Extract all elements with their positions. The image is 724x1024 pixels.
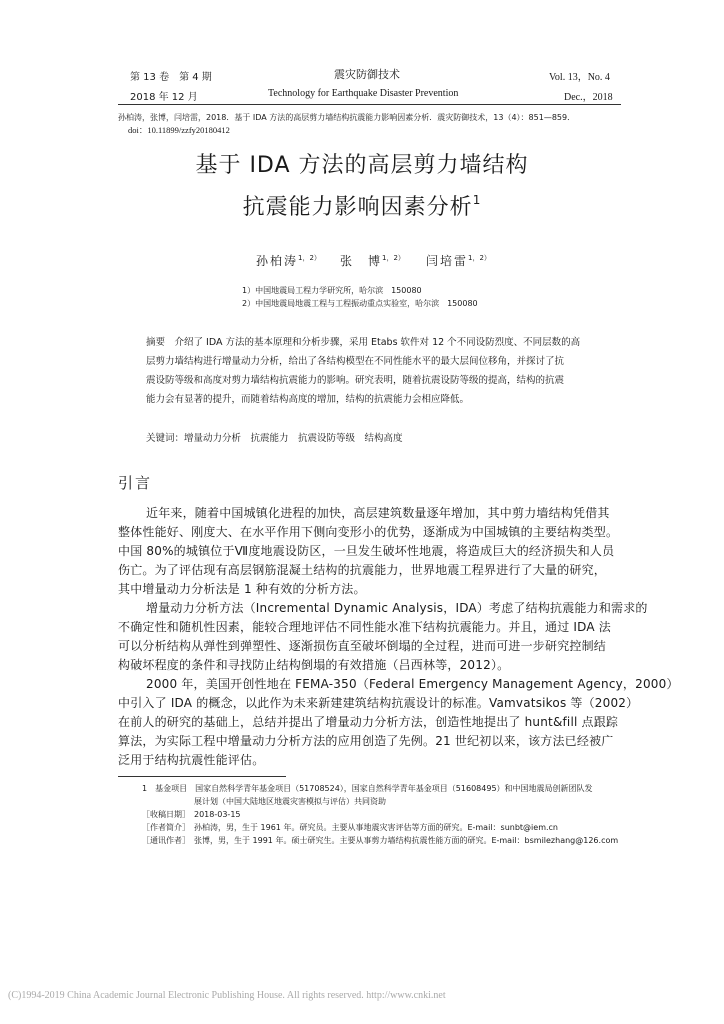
- header-journal-cn: 震灾防御技术: [334, 68, 400, 81]
- footnote-received-date: [142, 809, 241, 820]
- body-line: 近年来，随着中国城镇化进程的加快，高层建筑数量逐年增加，其中剪力墙结构凭借其: [146, 506, 610, 520]
- abstract-line: 层剪力墙结构进行增量动力分析，给出了各结构模型在不同性能水平的最大层间位移角，并探讨了抗: [146, 356, 565, 367]
- header-volume-issue: 第 13 卷 第 4 期: [130, 72, 212, 83]
- author-3: [426, 252, 491, 269]
- body-line: 伤亡。为了评估现有高层钢筋混凝土结构的抗震能力，世界地震工程界进行了大量的研究，: [118, 563, 607, 577]
- footnote-corresponding-author: [142, 835, 618, 846]
- body-line: 中国 80%的城镇位于Ⅶ度地震设防区，一旦发生破坏性地震，将造成巨大的经济损失和人员: [118, 544, 615, 558]
- footnote-funding: [142, 783, 593, 794]
- paper-title-line2: [0, 190, 724, 221]
- author-name: 孙柏涛: [256, 254, 299, 268]
- body-line: 中引入了 IDA 的概念，以此作为未来新建建筑结构抗震设计的标准。Vamvatsikos 等（2002）: [118, 696, 639, 710]
- header-volume-issue-en: Vol. 13，No. 4: [549, 72, 610, 83]
- body-line: 泛用于结构抗震性能评估。: [118, 753, 265, 767]
- abstract-line: 摘要 介绍了 IDA 方法的基本原理和分析步骤，采用 Etabs 软件对 12 个不同设防烈度、不同层数的高: [146, 337, 581, 348]
- footnote-label: ［作者简介］: [142, 823, 186, 832]
- body-line: 不确定性和随机性因素，能较合理地评估不同性能水准下结构抗震能力。并且，通过 IDA 法: [118, 620, 612, 634]
- author-name: 闫培雷: [426, 254, 469, 268]
- footnote-rule: [118, 776, 286, 777]
- title-footnote-mark: 1: [472, 193, 482, 207]
- author-affiliation-mark: 1，2）: [298, 254, 321, 262]
- author-2: [340, 252, 405, 269]
- footnote-author-bio: [142, 822, 558, 833]
- footnote-text: 展计划（中国大陆地区地震灾害模拟与评估）共同资助: [194, 797, 386, 806]
- section-heading-introduction: 引言: [118, 474, 153, 492]
- keywords: 关键词：增量动力分析 抗震能力 抗震设防等级 结构高度: [146, 433, 403, 444]
- body-line: 可以分析结构从弹性到弹塑性、逐渐损伤直至破坏倒塌的全过程，进而可进一步研究控制结: [118, 639, 607, 653]
- citation-doi: doi：10.11899/zzfy20180412: [128, 125, 230, 135]
- body-line: 算法，为实际工程中增量动力分析方法的应用创造了先例。21 世纪初以来，该方法已经被广: [118, 734, 614, 748]
- body-line: 其中增量动力分析法是 1 种有效的分析方法。: [118, 582, 366, 596]
- affiliation-2: 2）中国地震局地震工程与工程振动重点实验室，哈尔滨 150080: [242, 299, 478, 308]
- footnote-funding-cont: [194, 796, 386, 807]
- author-1: [256, 252, 321, 269]
- affiliation-1: 1）中国地震局工程力学研究所，哈尔滨 150080: [242, 286, 422, 295]
- body-line: 增量动力分析方法（Incremental Dynamic Analysis，IDA）考虑了结构抗震能力和需求的: [146, 601, 648, 615]
- footnote-label: ［通讯作者］: [142, 836, 186, 845]
- body-line: 在前人的研究的基础上，总结并提出了增量动力分析方法，创造性地提出了 hunt&fill 点跟踪: [118, 715, 619, 729]
- body-line: 整体性能好、刚度大、在水平作用下侧向变形小的优势，逐渐成为中国城镇的主要结构类型。: [118, 525, 619, 539]
- footnote-text: 国家自然科学青年基金项目（51708524），国家自然科学青年基金项目（51608495）和中国地震局创新团队发: [195, 784, 593, 793]
- author-affiliation-mark: 1，2）: [382, 254, 405, 262]
- header-rule: [118, 104, 621, 105]
- footnote-text: 张博，男，生于 1991 年。硕士研究生。主要从事剪力墙结构抗震性能方面的研究。E-mail：bsmilezhang@126.com: [194, 836, 619, 845]
- abstract-line: 能力会有显著的提升，而随着结构高度的增加，结构的抗震能力会相应降低。: [146, 394, 470, 405]
- paper-title-line1: 基于 IDA 方法的高层剪力墙结构: [195, 153, 529, 178]
- copyright-footer: (C)1994-2019 China Academic Journal Electronic Publishing House. All rights reserved. http://www.cnki.net: [8, 990, 446, 1001]
- author-name: 张 博: [340, 254, 383, 268]
- footnote-text: 2018-03-15: [194, 810, 241, 819]
- footnote-text: 孙柏涛，男，生于 1961 年。研究员。主要从事地震灾害评估等方面的研究。E-mail：sunbt@iem.cn: [194, 823, 558, 832]
- author-affiliation-mark: 1，2）: [468, 254, 491, 262]
- body-line: 构破坏程度的条件和寻找防止结构倒塌的有效措施（吕西林等，2012）。: [118, 658, 510, 672]
- footnote-label: ［收稿日期］: [142, 810, 186, 819]
- paper-title-text: 抗震能力影响因素分析: [242, 195, 473, 220]
- header-date-en: Dec.，2018: [564, 92, 613, 103]
- abstract-line: 震设防等级和高度对剪力墙结构抗震能力的影响。研究表明，随着抗震设防等级的提高，结构的抗震: [146, 375, 565, 386]
- footnote-label: 1 基金项目: [142, 784, 188, 793]
- header-journal-en: Technology for Earthquake Disaster Prevention: [268, 88, 459, 99]
- header-date-cn: 2018 年 12 月: [130, 92, 198, 103]
- body-line: 2000 年，美国开创性地在 FEMA-350（Federal Emergency Management Agency，2000）: [146, 677, 679, 691]
- citation-line: 孙柏涛，张博，闫培雷，2018．基于 IDA 方法的高层剪力墙结构抗震能力影响因素分析．震灾防御技术，13（4）：851—859．: [118, 113, 576, 122]
